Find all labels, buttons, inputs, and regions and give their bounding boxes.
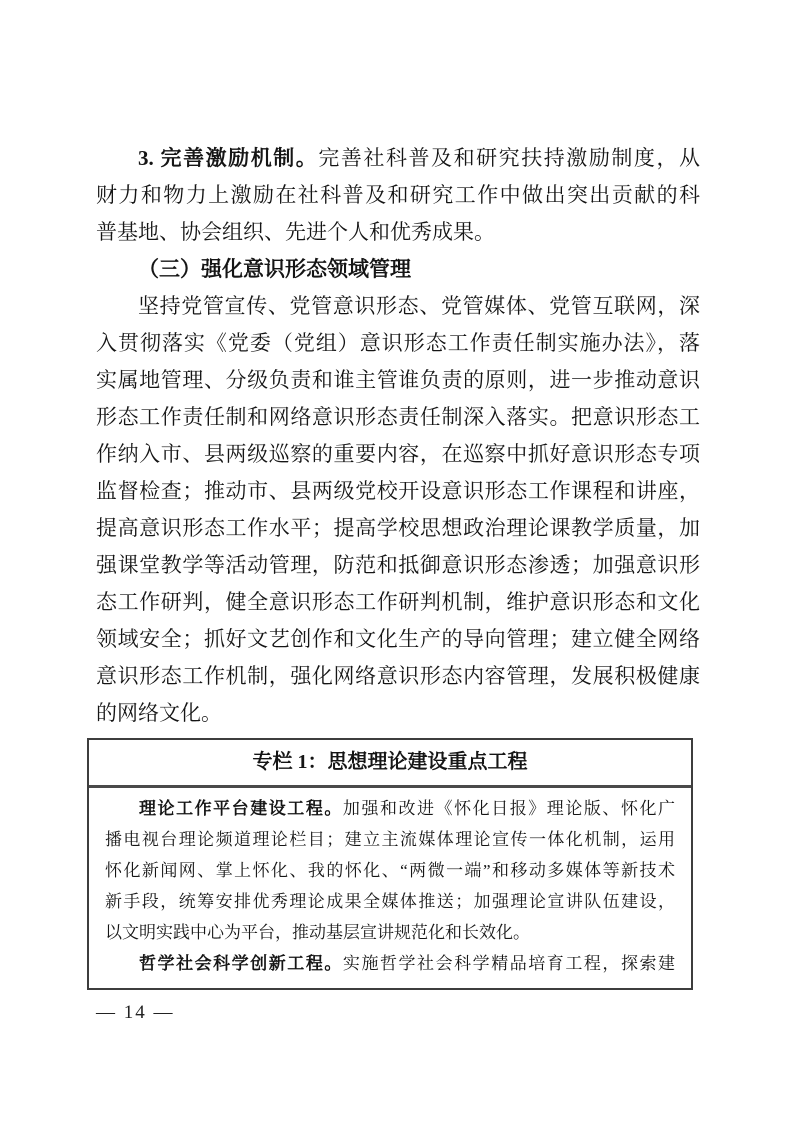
- text-line: 提高意识形态工作水平；提高学校思想政治理论课教学质量，加: [96, 516, 700, 540]
- text-line: 入贯彻落实《党委（党组）意识形态工作责任制实施办法》，落: [96, 331, 700, 355]
- text-line: 领域安全；抓好文艺创作和文化生产的导向管理；建立健全网络: [96, 627, 700, 651]
- inline-bold-heading: 理论工作平台建设工程。: [139, 799, 343, 818]
- text-line: 作纳入市、县两级巡察的重要内容，在巡察中抓好意识形态专项: [96, 442, 700, 466]
- paragraph-incentive: [96, 140, 700, 251]
- section-heading: （三）强化意识形态领域管理: [138, 257, 411, 281]
- paragraph-ideology: [96, 288, 700, 732]
- text-line: 播电视台理论频道理论栏目；建立主流媒体理论宣传一体化机制，运用: [105, 830, 675, 849]
- page-number: — 14 —: [96, 1002, 175, 1023]
- box-paragraph-philosophy: [105, 948, 675, 979]
- text-line: [105, 793, 675, 824]
- text-line: 强课堂教学等活动管理，防范和抵御意识形态渗透；加强意识形: [96, 553, 700, 577]
- text-line: [96, 140, 700, 177]
- text-line: 监督检查；推动市、县两级党校开设意识形态工作课程和讲座，: [96, 479, 700, 503]
- text-line: 实属地管理、分级负责和谁主管谁负责的原则，进一步推动意识: [96, 368, 700, 392]
- text-line: 的网络文化。: [96, 701, 222, 725]
- special-column-box: [87, 738, 693, 990]
- text-line: 普基地、协会组织、先进个人和优秀成果。: [96, 220, 495, 244]
- text-line: 以文明实践中心为平台，推动基层宣讲规范化和长效化。: [105, 923, 530, 942]
- text-line: 坚持党管宣传、党管意识形态、党管媒体、党管互联网，深: [138, 294, 700, 318]
- box-paragraph-platform: [105, 793, 675, 948]
- box-title: 专栏 1：思想理论建设重点工程: [89, 740, 691, 788]
- document-body: [96, 140, 700, 990]
- text-run: 完善社科普及和研究扶持激励制度，从: [318, 146, 700, 170]
- inline-bold-heading: 3. 完善激励机制。: [138, 146, 319, 170]
- text-run: 实施哲学社会科学精品培育工程，探索建: [342, 954, 675, 973]
- box-body: [89, 788, 691, 988]
- text-line: [105, 948, 675, 979]
- text-line: 意识形态工作机制，强化网络意识形态内容管理，发展积极健康: [96, 664, 700, 688]
- text-line: 形态工作责任制和网络意识形态责任制深入落实。把意识形态工: [96, 405, 700, 429]
- text-run: 加强和改进《怀化日报》理论版、怀化广: [342, 799, 675, 818]
- inline-bold-heading: 哲学社会科学创新工程。: [139, 954, 343, 973]
- text-line: 新手段，统筹安排优秀理论成果全媒体推送；加强理论宣讲队伍建设，: [105, 892, 675, 911]
- text-line: 财力和物力上激励在社科普及和研究工作中做出突出贡献的科: [96, 183, 700, 207]
- text-line: 态工作研判，健全意识形态工作研判机制，维护意识形态和文化: [96, 590, 700, 614]
- text-line: 怀化新闻网、掌上怀化、我的怀化、“两微一端”和移动多媒体等新技术: [105, 861, 675, 880]
